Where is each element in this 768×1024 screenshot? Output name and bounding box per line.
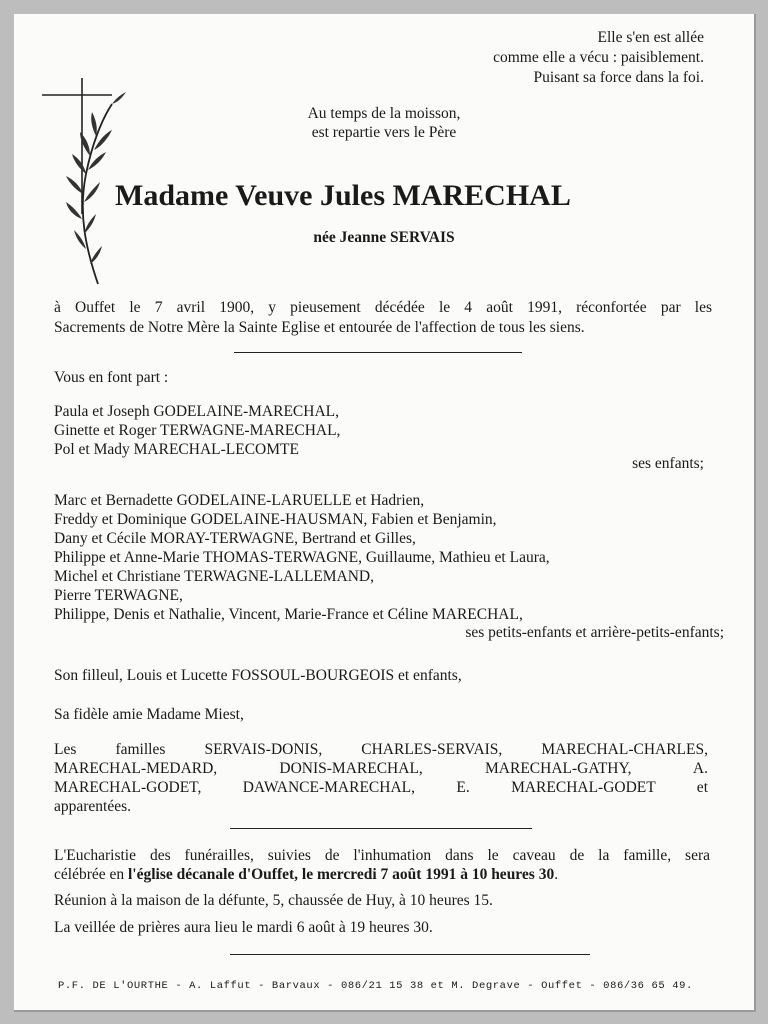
harvest-line: Au temps de la moisson,: [307, 105, 461, 122]
funeral-paragraph: [54, 846, 710, 884]
families-line: MARECHAL-GODET, DAWANCE-MARECHAL, E. MARECHAL-GODET et: [54, 779, 708, 796]
families-paragraph: [54, 740, 708, 816]
grandchildren-list: [54, 491, 550, 624]
friend-line: Sa fidèle amie Madame Miest,: [54, 706, 244, 723]
list-item: Marc et Bernadette GODELAINE-LARUELLE et Hadrien,: [54, 492, 425, 509]
maiden-name: née Jeanne SERVAIS: [313, 229, 455, 246]
list-item: Dany et Cécile MORAY-TERWAGNE, Bertrand et Gilles,: [54, 530, 416, 547]
list-item: Pol et Mady MARECHAL-LECOMTE: [54, 441, 299, 458]
list-item: Michel et Christiane TERWAGNE-LALLEMAND,: [54, 568, 374, 585]
families-line: MARECHAL-MEDARD, DONIS-MARECHAL, MARECHAL-GATHY, A.: [54, 760, 708, 777]
children-list: [54, 402, 340, 459]
funeral-place-time: l'église décanale d'Ouffet, le mercredi 7 août 1991 à 10 heures 30: [128, 866, 555, 883]
funeral-line: L'Eucharistie des funérailles, suivies de l'inhumation dans le caveau de la famille, sera: [54, 847, 710, 864]
families-line: apparentées.: [54, 798, 132, 815]
divider: [230, 828, 532, 829]
grandchildren-label: ses petits-enfants et arrière-petits-enfants;: [465, 624, 724, 641]
meeting-line: Réunion à la maison de la défunte, 5, chaussée de Huy, à 10 heures 15.: [54, 892, 493, 909]
list-item: Philippe et Anne-Marie THOMAS-TERWAGNE, Guillaume, Mathieu et Laura,: [54, 549, 550, 566]
deceased-name: Madame Veuve Jules MARECHAL: [115, 179, 571, 212]
epigraph: [493, 28, 704, 88]
epigraph-line: Puisant sa force dans la foi.: [533, 69, 704, 86]
epigraph-line: comme elle a vécu : paisiblement.: [493, 49, 704, 66]
death-notice: [14, 14, 756, 1012]
families-line: Les familles SERVAIS-DONIS, CHARLES-SERVAIS, MARECHAL-CHARLES,: [54, 741, 708, 758]
part-heading: Vous en font part :: [54, 369, 169, 386]
divider: [234, 352, 522, 353]
list-item: Ginette et Roger TERWAGNE-MARECHAL,: [54, 422, 341, 439]
intro-paragraph: [54, 298, 712, 338]
children-label: ses enfants;: [632, 455, 704, 472]
list-item: Pierre TERWAGNE,: [54, 587, 183, 604]
intro-line: à Ouffet le 7 avril 1900, y pieusement décédée le 4 août 1991, réconfortée par les: [54, 299, 712, 316]
intro-line: Sacrements de Notre Mère la Sainte Eglise et entourée de l'affection de tous les siens.: [54, 319, 585, 336]
list-item: Paula et Joseph GODELAINE-MARECHAL,: [54, 403, 339, 420]
list-item: Philippe, Denis et Nathalie, Vincent, Marie-France et Céline MARECHAL,: [54, 606, 523, 623]
harvest-verse: [264, 104, 504, 142]
godson-line: Son filleul, Louis et Lucette FOSSOUL-BOURGEOIS et enfants,: [54, 667, 462, 684]
vigil-line: La veillée de prières aura lieu le mardi 6 août à 19 heures 30.: [54, 919, 433, 936]
list-item: Freddy et Dominique GODELAINE-HAUSMAN, Fabien et Benjamin,: [54, 511, 497, 528]
harvest-line: est repartie vers le Père: [311, 124, 457, 141]
funeral-prefix: célébrée en: [54, 866, 128, 883]
divider: [230, 954, 590, 955]
epigraph-line: Elle s'en est allée: [597, 29, 704, 46]
funeral-line: [54, 865, 710, 884]
funeral-suffix: .: [554, 866, 559, 883]
funeral-director-footer: P.F. DE L'OURTHE - A. Laffut - Barvaux - 086/21 15 38 et M. Degrave - Ouffet - 086/36 65 49.: [58, 980, 693, 992]
